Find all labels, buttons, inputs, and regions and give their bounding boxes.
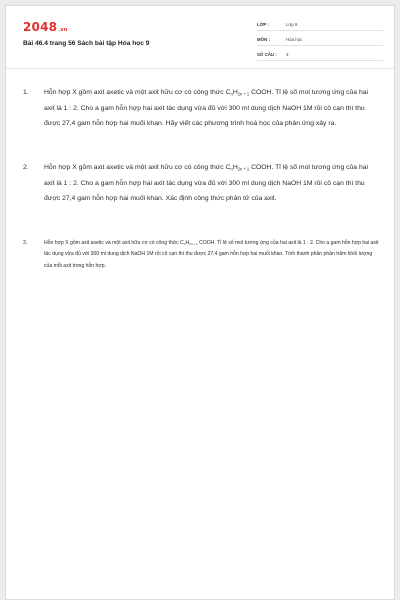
meta-info [257, 18, 383, 63]
question-number: 3. [23, 240, 28, 246]
document-title: Bài 46.4 trang 56 Sách bài tập Hóa học 9 [23, 40, 150, 47]
document-sheet [5, 5, 395, 600]
question-text-end: . Tỉ lệ số mol tương ứng của hai axit là 1 : 2. Cho a gam hỗn hợp hai axit tác dụng vừa đủ với 300 ml dung dịch NaOH 1M rồi cô cạn thì thu được 27,4 gam hỗn hợp hai muối khan. Tính thành phần phần trăm khối lượng của mỗi axit trong hỗn hợp. [44, 240, 379, 269]
question-text-end: . Tỉ lệ số mol tương ứng của hai axit là 1 : 2. Cho a gam hỗn hợp hai axit tác dụng vừa đủ với 300 ml dung dịch NaOH 1M rồi cô cạn thì thu được 27,4 gam hỗn hợp hai muối khan. Xác định công thức phân tử của axit. [44, 164, 369, 203]
question-text-start: Hỗn hợp X gồm axit axetic và một axit hữu cơ có công thức [44, 164, 226, 171]
logo-tld: .vn [58, 27, 68, 33]
meta-row-grade [257, 18, 383, 31]
question-text-start: Hỗn hợp X gồm axit axetic và một axit hữu cơ có công thức [44, 89, 226, 96]
question-text [44, 160, 379, 207]
meta-label: MÔN : [257, 36, 270, 42]
chemical-formula: $C_nH_{2n + 1}$ COOH [180, 240, 215, 247]
header-divider [6, 68, 394, 69]
question-text [44, 85, 379, 132]
question-text-end: . Tỉ lệ số mol tương ứng của hai axit là 1 : 2. Cho a gam hỗn hợp hai axit tác dụng vừa đủ với 300 ml dung dịch NaOH 1M rồi cô cạn thì thu được 27,4 gam hỗn hợp hai muối khan. Hãy viết các phương trình hoá học của phản ứng xảy ra. [44, 89, 369, 128]
chemical-formula: $C_nH_{2n + 1}$ COOH [225, 89, 272, 97]
chemical-formula: $C_nH_{2n + 1}$ COOH [225, 164, 272, 172]
meta-row-question-count [257, 48, 383, 61]
question-number: 1. [23, 89, 29, 96]
question-item [23, 238, 383, 272]
meta-value: Lớp 9 [286, 21, 298, 27]
site-logo[interactable] [23, 20, 68, 34]
meta-label: SỐ CÂU : [257, 51, 277, 57]
question-item [23, 160, 383, 207]
question-text-start: Hỗn hợp X gồm axit axetic và một axit hữu cơ có công thức [44, 240, 181, 246]
question-number: 2. [23, 164, 29, 171]
meta-row-subject [257, 33, 383, 46]
logo-text: 2048 [23, 20, 58, 34]
question-item [23, 85, 383, 132]
meta-label: LỚP : [257, 21, 269, 27]
meta-value: Hóa học [286, 36, 303, 42]
question-text [44, 238, 379, 272]
meta-value: 3 [286, 51, 289, 57]
